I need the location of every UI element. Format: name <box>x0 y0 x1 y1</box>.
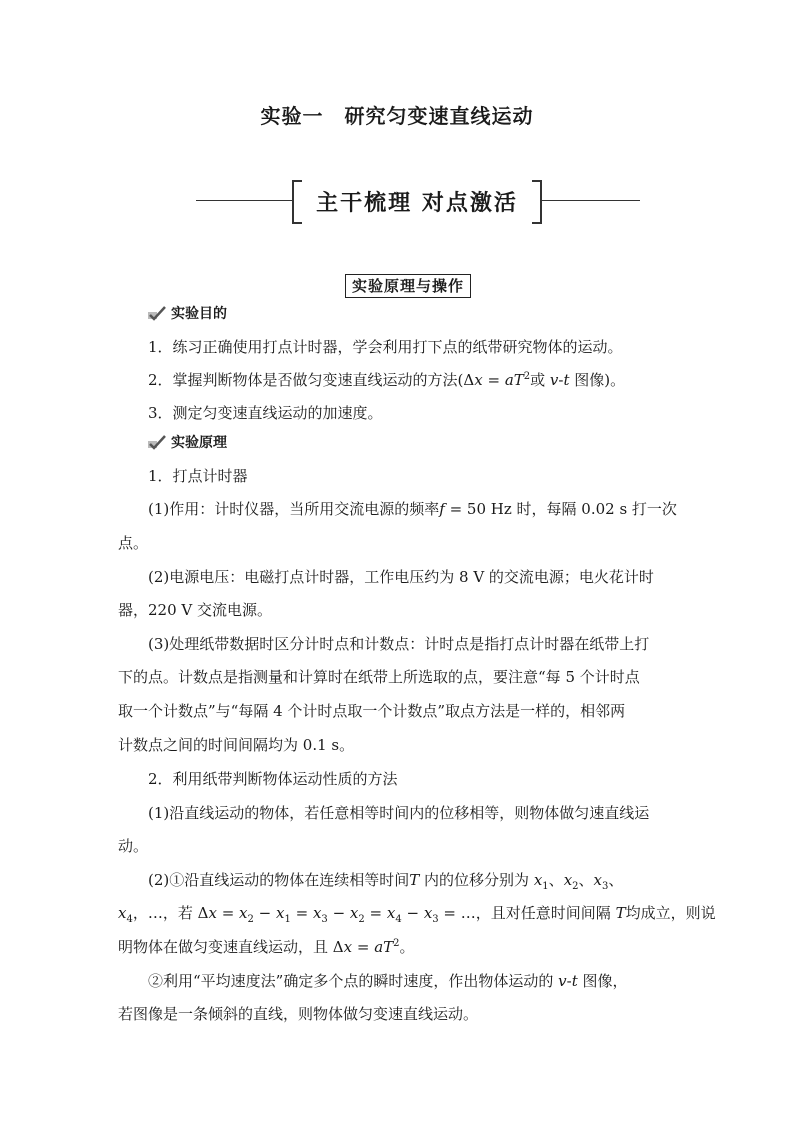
section-banner <box>196 178 640 224</box>
pencil-check-icon <box>147 305 167 321</box>
paragraph-line: $x_4$，…，若 $\Delta x = x_2 - x_1 = x_3 - x_2 = x_4 - x_3$ = …，且对任意时间间隔 T均成立，则说 <box>118 904 716 925</box>
page-title: 实验一 研究匀变速直线运动 <box>260 104 534 128</box>
paragraph-line: 计数点之间的时间间隔均为 0.1 s。 <box>118 736 355 754</box>
paragraph-line: (1)沿直线运动的物体，若任意相等时间内的位移相等，则物体做匀速直线运 <box>148 804 650 822</box>
banner-frame <box>292 180 542 222</box>
paragraph-line: 取一个计数点”与“每隔 4 个计时点取一个计数点”取点方法是一样的，相邻两 <box>118 702 626 720</box>
paragraph-line: 动。 <box>118 837 149 855</box>
paragraph-line: 点。 <box>118 534 149 552</box>
paragraph-line: 明物体在做匀变速直线运动，且 $\Delta x = aT^2$。 <box>118 938 415 956</box>
paragraph-line: (3)处理纸带数据时区分计时点和计数点：计时点是指打点计时器在纸带上打 <box>148 635 650 653</box>
pencil-check-icon <box>147 434 167 450</box>
paragraph-line: 1．练习正确使用打点计时器，学会利用打下点的纸带研究物体的运动。 <box>148 338 623 356</box>
section-label: 实验原理 <box>171 435 227 451</box>
section-heading-purpose <box>147 305 227 323</box>
banner-rule-right <box>542 200 640 201</box>
section-heading-principle <box>147 434 227 452</box>
section-label: 实验目的 <box>171 306 227 322</box>
paragraph-line: 器，220 V 交流电源。 <box>118 601 272 619</box>
paragraph-line: (2)电源电压：电磁打点计时器，工作电压约为 8 V 的交流电源；电火花计时 <box>148 568 654 586</box>
paragraph-line: (1)作用：计时仪器，当所用交流电源的频率f = 50 Hz 时，每隔 0.02 s 打一次 <box>148 500 677 518</box>
paragraph-line: 3．测定匀变速直线运动的加速度。 <box>148 404 383 422</box>
paragraph-line: (2)①沿直线运动的物体在连续相等时间T 内的位移分别为 $x_1$、$x_2$、$x_3$、 <box>148 871 624 892</box>
paragraph-line: 若图像是一条倾斜的直线，则物体做匀变速直线运动。 <box>118 1005 479 1023</box>
paragraph-line: 下的点。计数点是指测量和计算时在纸带上所选取的点，要注意“每 5 个计时点 <box>118 668 640 686</box>
boxed-subtitle: 实验原理与操作 <box>345 274 471 298</box>
banner-rule-left <box>196 200 292 201</box>
paragraph-line: 1．打点计时器 <box>148 467 248 485</box>
banner-label: 主干梳理 对点激活 <box>316 190 518 216</box>
paragraph-line: ②利用“平均速度法”确定多个点的瞬时速度，作出物体运动的 v-t 图像， <box>148 972 628 990</box>
paragraph-line: 2．利用纸带判断物体运动性质的方法 <box>148 770 398 788</box>
paragraph-line: 2．掌握判断物体是否做匀变速直线运动的方法($\Delta x = aT^2$或 v-t 图像)。 <box>148 371 626 389</box>
